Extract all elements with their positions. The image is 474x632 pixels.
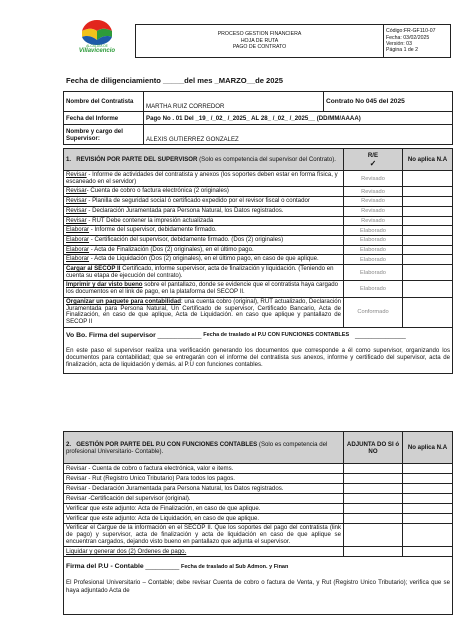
contract-info-table xyxy=(63,91,453,145)
s1-na-7 xyxy=(403,245,453,255)
s2-item-1: Revisar - Rut (Registro Unico Tributario) Para todos los pagos. xyxy=(64,474,344,484)
check-icon: ✓ xyxy=(369,158,377,168)
s1-signature-block xyxy=(64,327,453,373)
s2-adj-0 xyxy=(344,464,403,474)
section-2-num: 2. xyxy=(66,440,72,448)
s1-item-10: Imprimir y dar visto bueno sobre el pantallazo, donde se evidencie que el contratista haya cargado los documentos en el link de pago, en la plataforma del SECOP II. xyxy=(64,281,344,297)
s2-item-7: Liquidar y generar dos (2) Ordenes de pago. xyxy=(64,547,344,557)
header-pagina: Página 1 de 2 xyxy=(386,47,419,54)
informe-label: Fecha del Informe xyxy=(64,112,144,125)
header-codigo: Código:FR-GF110-07 xyxy=(386,28,436,35)
s1-status-6: Elaborado xyxy=(344,235,403,245)
s1-na-5 xyxy=(403,226,453,236)
s2-firma-label: Firma del P.U - Contable xyxy=(66,563,144,571)
header-version: Versión: 03 xyxy=(386,41,412,47)
s2-adj-5 xyxy=(344,514,403,524)
s1-status-10: Elaborado xyxy=(344,281,403,297)
s1-status-1: Revisado xyxy=(344,187,403,197)
s1-na-2 xyxy=(403,197,453,207)
s1-status-3: Revisado xyxy=(344,206,403,216)
s2-na-2 xyxy=(403,484,453,494)
s1-na-3 xyxy=(403,206,453,216)
s1-firma-line: _____________ xyxy=(157,331,202,339)
s2-adj-7 xyxy=(344,547,403,557)
s2-na-7 xyxy=(403,547,453,557)
s2-signature-block xyxy=(64,557,453,615)
s2-adj-2 xyxy=(344,484,403,494)
col-re-header xyxy=(344,149,403,171)
s2-firma-note: Fecha de traslado al Sub Admon. y Finan xyxy=(180,564,289,571)
section-1-title-rest: (Solo es competencia del supervisor del Contrato). xyxy=(197,156,336,163)
s2-adj-4 xyxy=(344,504,403,514)
s1-item-2: Revisar - Planilla de seguridad social ó certificado expedido por el revisor fiscal o contador xyxy=(64,197,344,207)
s1-status-0: Revisado xyxy=(344,171,403,187)
s1-status-11: Conformado xyxy=(344,297,403,327)
contrato-value: Contrato No 045 del 2025 xyxy=(324,92,453,112)
logo-text-bottom: Villavicencio xyxy=(78,48,116,54)
s2-adj-6 xyxy=(344,524,403,547)
header-line-2: HOJA DE RUTA xyxy=(240,37,279,44)
alcaldia-logo xyxy=(66,14,128,62)
nombre-label: Nombre del Contratista xyxy=(64,92,144,112)
s2-na-4 xyxy=(403,504,453,514)
s2-item-4: Verificar que este adjunto: Acta de Finalización, en caso de que aplique. xyxy=(64,504,344,514)
s1-firma-note-line: _______________ xyxy=(354,331,406,339)
s2-na-0 xyxy=(403,464,453,474)
section-2-title-rest: (Solo es competencia del profesional Universitario- Contable). xyxy=(66,440,328,455)
section-2-table xyxy=(63,431,453,615)
s1-item-4: Revisar - RUT Debe contener la impresión actualizada xyxy=(64,216,344,226)
s2-na-5 xyxy=(403,514,453,524)
s1-firma-note: Fecha de traslado al P.U CON FUNCIONES CONTABLES xyxy=(203,331,350,338)
informe-value: Pago No . 01 Del _19_ /_02_ /_2025_ AL 28_ /_02_ /_2025__ (DD/MM/AAAA) xyxy=(144,112,453,125)
col-re-label: R/E xyxy=(367,151,379,159)
s1-firma-label: Vo Bo. Firma del supervisor xyxy=(66,331,156,339)
s1-na-8 xyxy=(403,255,453,265)
s1-na-0 xyxy=(403,171,453,187)
s2-item-0: Revisar - Cuenta de cobro o factura electrónica, valor e items. xyxy=(64,464,344,474)
s2-na-6 xyxy=(403,524,453,547)
logo-text-top: ALCALDÍA DE xyxy=(86,44,108,48)
section-2-title xyxy=(64,432,344,464)
s1-item-6: Elaborar - Certificación del supervisor, debidamente firmado. (Dos (2) originales) xyxy=(64,235,344,245)
s1-na-11 xyxy=(403,297,453,327)
s2-item-3: Revisar -Certificación del supervisor (original). xyxy=(64,494,344,504)
s1-item-5: Elaborar - Informe del supervisor, debidamente firmado. xyxy=(64,226,344,236)
s1-na-4 xyxy=(403,216,453,226)
s1-item-11: Organizar un paquete para contabilidad: una cuenta cobro (original), RUT actualizado, Declaración Juramentada para Persona Natural, Un Certificado de supervisor, Certificado Bancario, Acta de Finalización, en caso de que aplique, Acta de Liquidación. en caso que aplique y pantallazo de SECOP II xyxy=(64,297,344,327)
s1-na-9 xyxy=(403,265,453,281)
s2-adj-1 xyxy=(344,474,403,484)
section-1-title-bold: REVISIÓN POR PARTE DEL SUPERVISOR xyxy=(76,156,198,163)
supervisor-value: ALEXIS GUTIERREZ GONZALEZ xyxy=(144,125,453,145)
s1-status-4: Revisado xyxy=(344,216,403,226)
s1-status-5: Elaborado xyxy=(344,226,403,236)
s1-item-9: Cargar al SECOP II Certificado, informe supervisor, acta de finalización y liquidación. (Teniendo en cuenta su etapa de ejecución del contrato). xyxy=(64,265,344,281)
s2-paragraph: El Profesional Universitario – Contable; debe revisar Cuenta de cobro o factura de Venta, y Rut (Registro Unico Tributario); verifica que se haya adjuntado Acta de xyxy=(66,579,450,594)
s1-status-9: Elaborado xyxy=(344,265,403,281)
supervisor-label: Nombre y cargo del Supervisor: xyxy=(64,125,144,145)
logo-emblem-icon xyxy=(66,14,128,62)
s2-item-2: Revisar - Declaración Juramentada para Persona Natural, los Datos registrados. xyxy=(64,484,344,494)
s2-item-5: Verificar que este adjunto: Acta de Liquidación, en caso de que aplique. xyxy=(64,514,344,524)
section-1-title xyxy=(64,149,344,171)
s1-paragraph: En este paso el supervisor realiza una verificación generando los documentos que corresponde a él como supervisor, organizando los documentos para contabilidad; que se entregarán con el informe del contratista sus anexos, informe y certificado del supervisor, acta de finalización, acta de liquidación y demás. al P.U con funciones contables. xyxy=(66,346,450,369)
s1-item-7: Elaborar - Acta de Finalización (Dos (2) originales), en el último pago. xyxy=(64,245,344,255)
s2-firma-line: __________ xyxy=(145,563,180,571)
s2-item-6: Verificar el Cargue de la información en el SECOP II. Que los soportes del pago del contratista (link de pago) y supervisor, acta de finalización y acta de liquidación en caso de que aplique se encuentran cargados, dejando visto bueno en pantallazo que adjunta el supervisor. xyxy=(64,524,344,547)
s2-na-1 xyxy=(403,474,453,484)
col-noaplica-header-2: No aplica N.A xyxy=(403,432,453,464)
s1-na-6 xyxy=(403,235,453,245)
section-2-title-bold: GESTIÓN POR PARTE DEL P.U CON FUNCIONES CONTABLES xyxy=(76,440,258,448)
section-1-num: 1. xyxy=(66,156,72,163)
s1-item-8: Elaborar - Acta de Liquidación (Dos (2) originales), en el último pago, en caso de que aplique. xyxy=(64,255,344,265)
s2-adj-3 xyxy=(344,494,403,504)
col-noaplica-header: No aplica N.A xyxy=(403,149,453,171)
header-line-1: PROCESO GESTION FINANCIERA xyxy=(217,31,302,38)
s1-na-1 xyxy=(403,187,453,197)
s1-na-10 xyxy=(403,281,453,297)
document-header xyxy=(135,24,451,58)
col-adjunta-header: ADJUNTA DO SI ó NO xyxy=(344,432,403,464)
header-line-3: PAGO DE CONTRATO xyxy=(232,44,287,51)
s1-item-0: Revisar - Informe de actividades del contratista y anexos (los soportes deben estar en forma física, y escaneado en el servidor) xyxy=(64,171,344,187)
nombre-value: MARTHA RUIZ CORREDOR xyxy=(144,92,324,112)
s1-item-1: Revisar- Cuenta de cobro o factura electrónica (2 originales) xyxy=(64,187,344,197)
s1-item-3: Revisar - Declaración Juramentada para Persona Natural, los Datos registrados. xyxy=(64,206,344,216)
s2-na-3 xyxy=(403,494,453,504)
s1-status-2: Revisado xyxy=(344,197,403,207)
section-1-table xyxy=(63,148,453,374)
s1-status-7: Elaborado xyxy=(344,245,403,255)
fecha-diligenciamiento: Fecha de diligenciamiento _____del mes _MARZO__de 2025 xyxy=(66,76,283,85)
header-fecha: Fecha: 03/02/2025 xyxy=(386,34,430,41)
header-meta-block xyxy=(384,25,451,58)
header-title-block xyxy=(136,25,384,58)
s1-status-8: Elaborado xyxy=(344,255,403,265)
